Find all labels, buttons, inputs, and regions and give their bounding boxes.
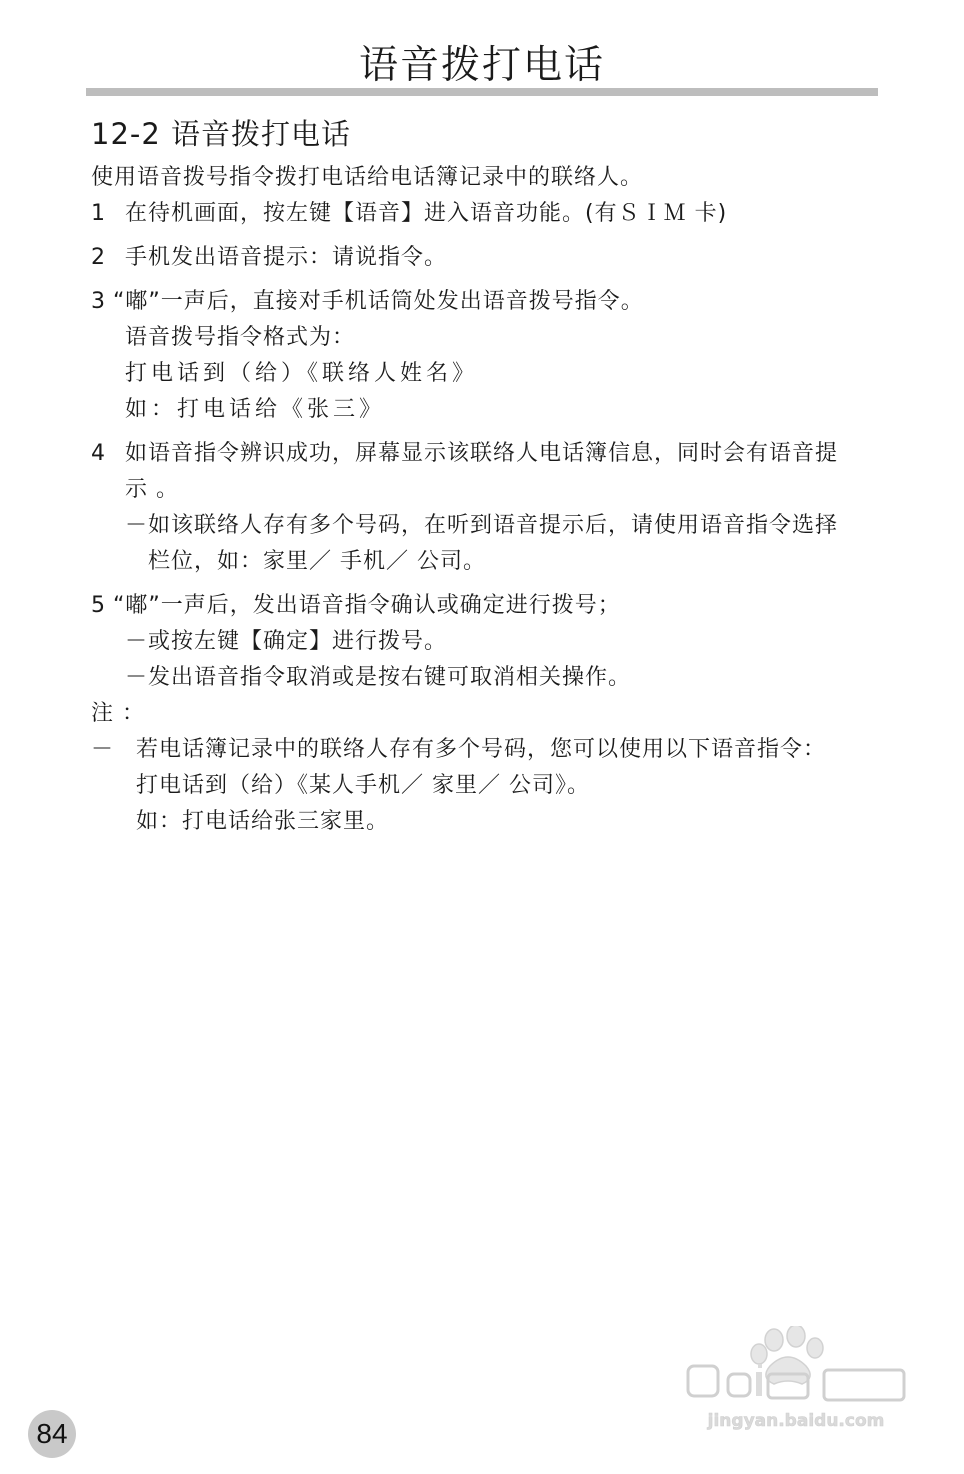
title-rule <box>86 88 878 96</box>
page-number: 84 <box>28 1410 76 1458</box>
section-heading: 12-2 语音拨打电话 <box>91 117 352 151</box>
step-2-number: 2 <box>91 245 105 270</box>
step-4-text: 如语音指令辨识成功，屏幕显示该联络人电话簿信息，同时会有语音提 <box>125 441 839 466</box>
step-3-text: “嘟”一声后，直接对手机话筒处发出语音拨号指令。 <box>113 289 644 314</box>
note-example: 如：打电话给张三家里。 <box>136 809 390 834</box>
step-3-format: 打电话到（给）《联络人姓名》 <box>125 361 479 386</box>
note-text: 若电话簿记录中的联络人存有多个号码，您可以使用以下语音指令： <box>136 737 827 762</box>
step-3-number: 3 <box>91 289 105 314</box>
step-3-example: 如：打电话给《张三》 <box>125 397 386 422</box>
step-5-option-confirm: －或按左键【确定】进行拨号。 <box>125 629 448 654</box>
step-4-number: 4 <box>91 441 105 466</box>
note-label: 注 ： <box>91 701 145 726</box>
step-5-text: “嘟”一声后，发出语音指令确认或确定进行拨号； <box>113 593 621 618</box>
step-3-format-label: 语音拨号指令格式为： <box>125 325 356 350</box>
baidu-jingyan-watermark <box>684 1326 914 1436</box>
step-4-subnote-cont: 栏位，如：家里／ 手机／ 公司。 <box>148 549 486 574</box>
baidu-paw-logo-icon <box>684 1326 914 1436</box>
note-format: 打电话到（给）《某人手机／ 家里／ 公司》。 <box>136 773 590 798</box>
page-title: 语音拨打电话 <box>358 43 605 88</box>
step-4-text-cont: 示 。 <box>125 477 179 502</box>
step-4-subnote: －如该联络人存有多个号码，在听到语音提示后，请使用语音指令选择 <box>125 513 839 538</box>
watermark-url: jingyan.baidu.com <box>707 1411 885 1431</box>
step-5-option-cancel: －发出语音指令取消或是按右键可取消相关操作。 <box>125 665 632 690</box>
step-1-text: 在待机画面，按左键【语音】进入语音功能。(有ＳＩＭ 卡) <box>125 201 728 226</box>
step-1-number: 1 <box>91 201 105 226</box>
intro-text: 使用语音拨号指令拨打电话给电话簿记录中的联络人。 <box>91 165 644 190</box>
note-dash: － <box>91 737 115 762</box>
step-5-number: 5 <box>91 593 105 618</box>
step-2-text: 手机发出语音提示：请说指令。 <box>125 245 448 270</box>
